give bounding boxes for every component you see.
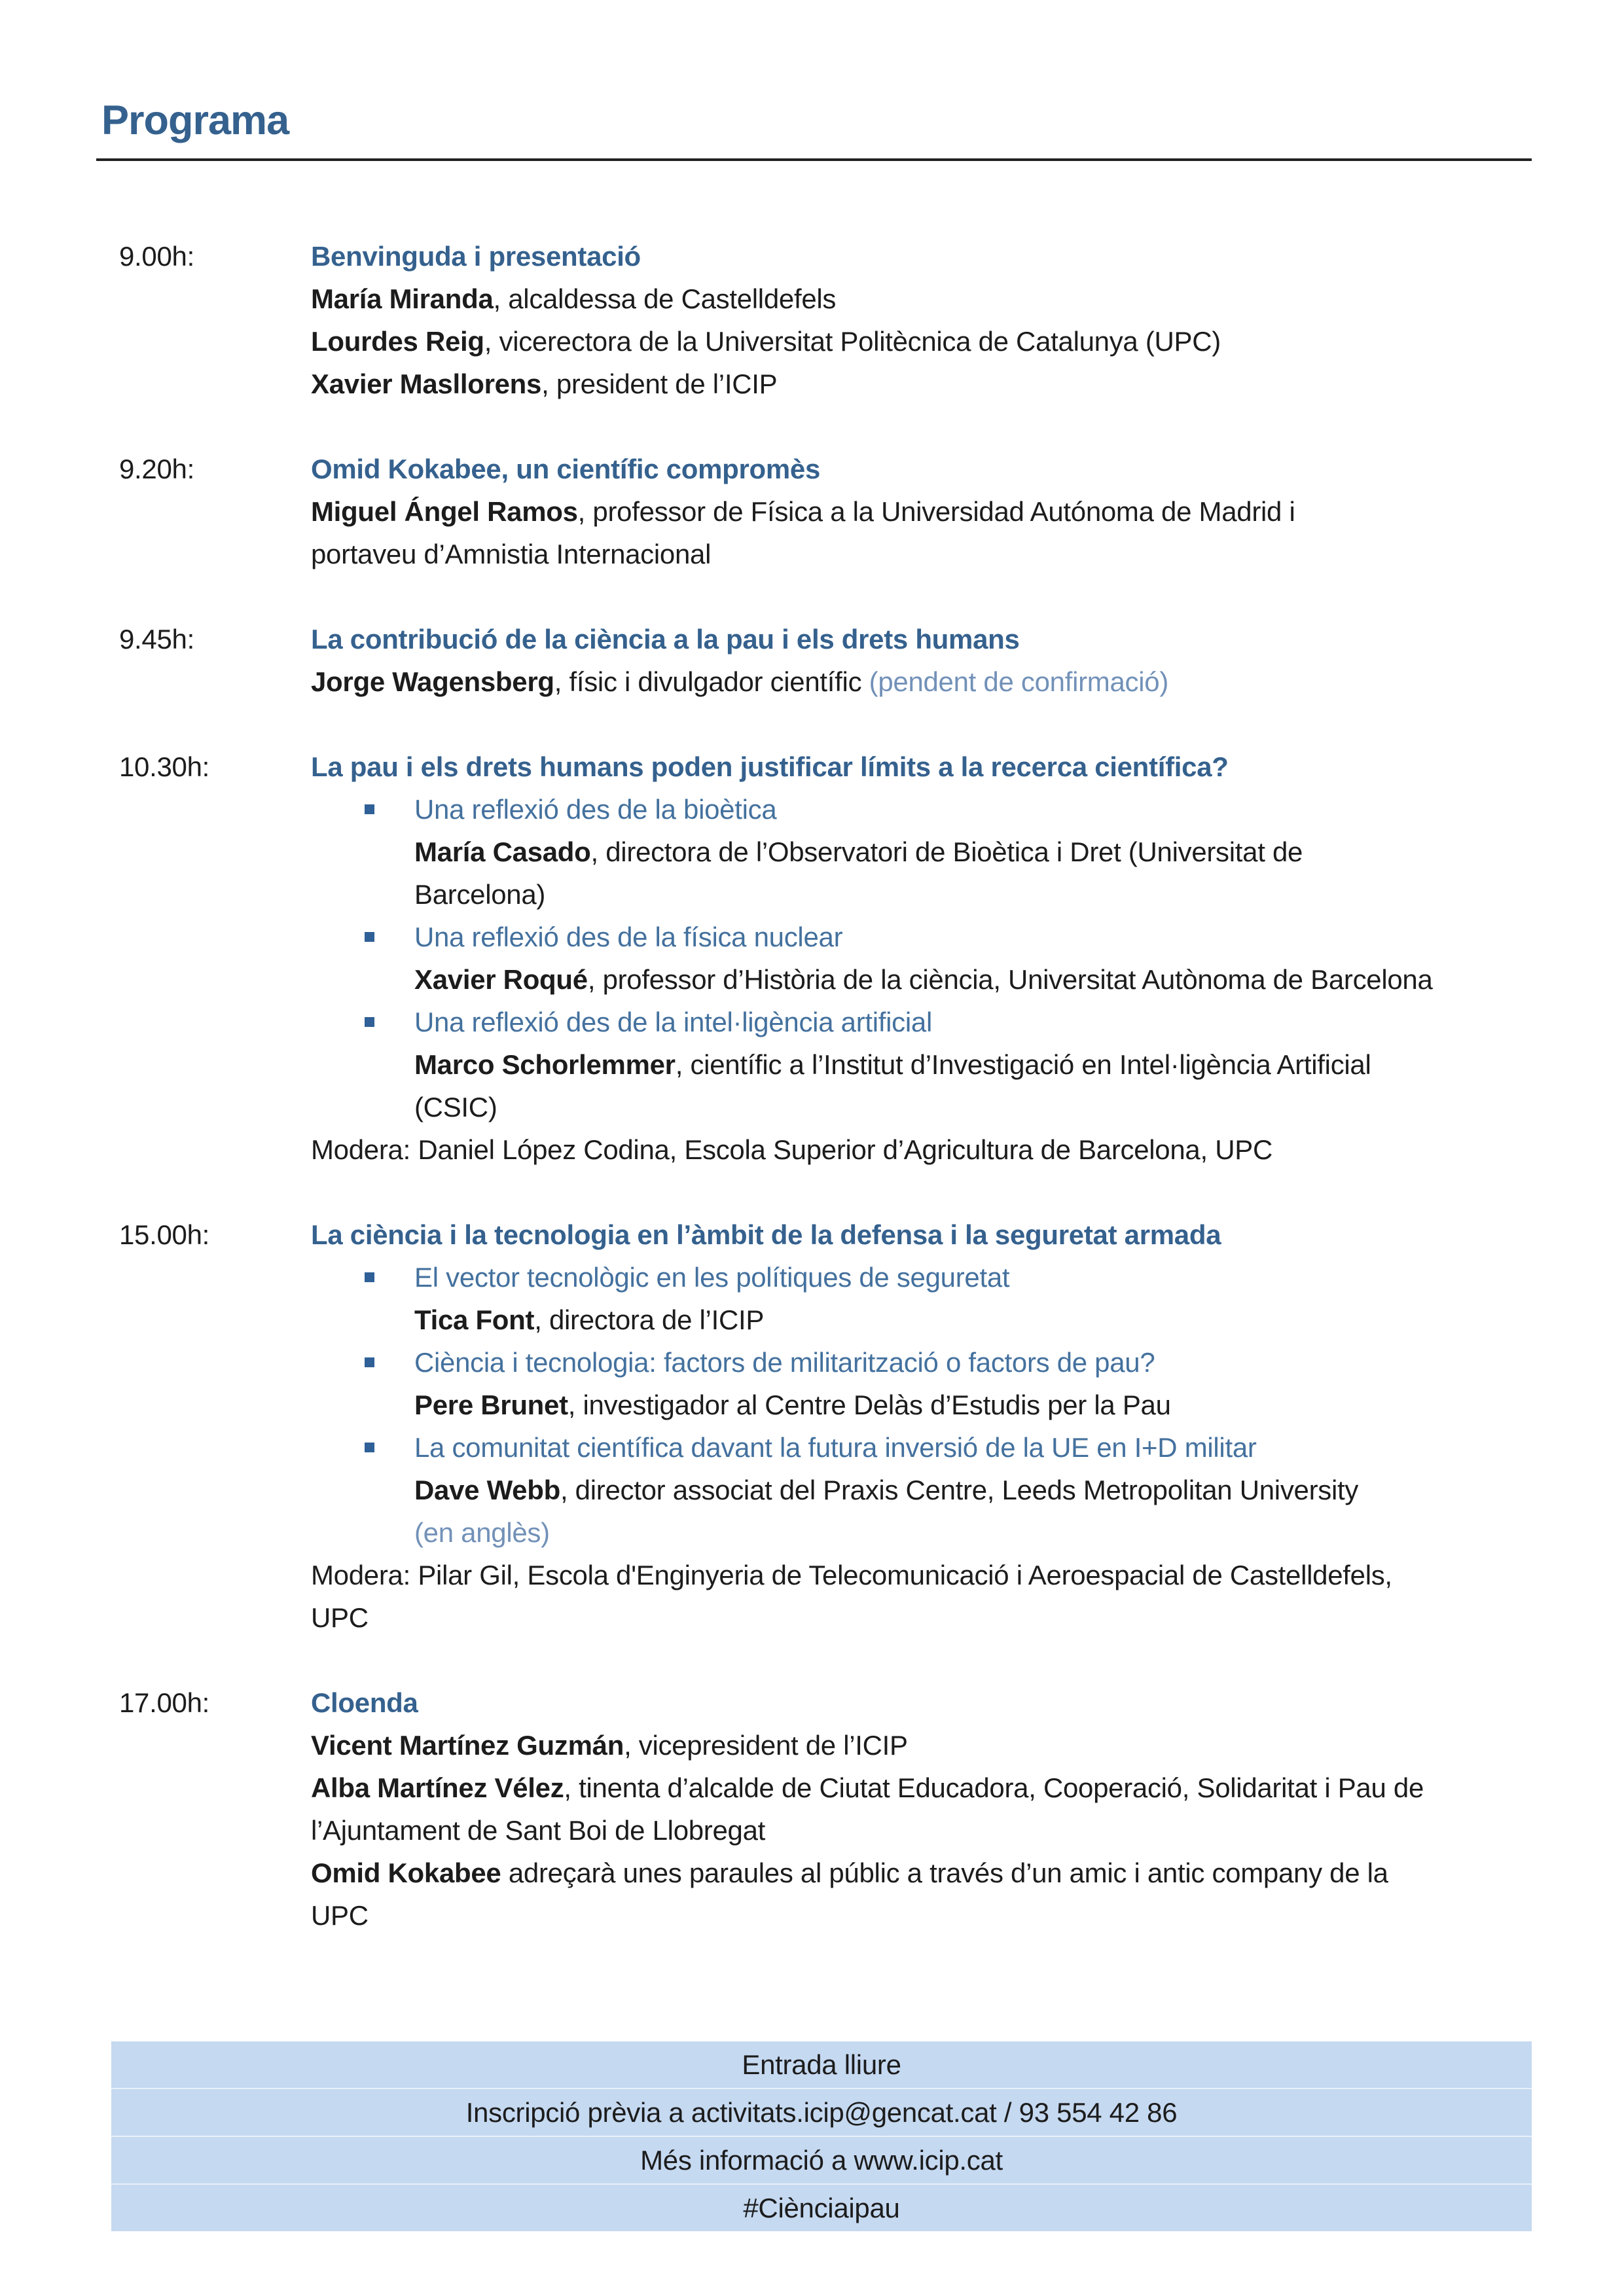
- bullet-square-icon: [365, 1017, 374, 1027]
- session-title: La contribució de la ciència a la pau i els drets humans: [311, 624, 1020, 655]
- session-1700: [119, 1681, 1624, 1937]
- speaker-role: , investigador al Centre Delàs d’Estudis per la Pau: [568, 1390, 1171, 1420]
- bullet-square-icon: [365, 932, 374, 942]
- session-content: [311, 1681, 1532, 1937]
- session-945: [119, 618, 1624, 703]
- speaker-name: Tica Font: [414, 1304, 535, 1335]
- page-title: Programa: [101, 98, 289, 143]
- bullet-item: [365, 1341, 1532, 1384]
- session-time: 9.00h:: [119, 241, 194, 272]
- session-1500: [119, 1213, 1624, 1639]
- page-header: [101, 0, 1624, 144]
- continuation-line: UPC: [311, 1602, 369, 1633]
- session-920: [119, 448, 1624, 575]
- bullet-square-icon: [365, 1272, 374, 1282]
- session-content: [311, 235, 1532, 405]
- speaker-line: [414, 1299, 1532, 1341]
- speaker-name: María Casado: [414, 836, 591, 867]
- speaker-line: [311, 278, 1532, 320]
- bullet-square-icon: [365, 804, 374, 814]
- session-content: [311, 448, 1532, 575]
- session-title: Cloenda: [311, 1687, 418, 1718]
- bullet-text: Una reflexió des de la bioètica: [414, 794, 777, 825]
- session-1030: [119, 745, 1624, 1171]
- session-900: [119, 235, 1624, 405]
- session-content: [311, 618, 1532, 703]
- session-time: 15.00h:: [119, 1219, 210, 1250]
- speaker-line: [311, 1767, 1532, 1809]
- speaker-line: [414, 1043, 1532, 1086]
- speaker-line: [414, 1469, 1532, 1511]
- continuation-line: UPC: [311, 1900, 369, 1931]
- bullet-text: Una reflexió des de la intel·ligència artificial: [414, 1007, 933, 1037]
- moderator-line: Modera: Pilar Gil, Escola d'Enginyeria de Telecomunicació i Aeroespacial de Castelldefels,: [311, 1560, 1392, 1590]
- speaker-name: Miguel Ángel Ramos: [311, 496, 578, 527]
- speaker-role: , professor de Física a la Universidad Autónoma de Madrid i: [577, 496, 1295, 527]
- speaker-line: [311, 363, 1532, 405]
- speaker-role: , alcaldessa de Castelldefels: [493, 283, 837, 314]
- speaker-role: , físic i divulgador científic: [554, 666, 869, 697]
- speaker-role: , president de l’ICIP: [541, 368, 778, 399]
- session-title: La pau i els drets humans poden justificar límits a la recerca científica?: [311, 751, 1229, 782]
- speaker-role: , tinenta d’alcalde de Ciutat Educadora, Cooperació, Solidaritat i Pau de: [564, 1772, 1424, 1803]
- bullet-square-icon: [365, 1443, 374, 1452]
- info-box: [111, 2041, 1532, 2231]
- session-time: 17.00h:: [119, 1687, 210, 1718]
- program-schedule: [0, 235, 1624, 1937]
- continuation-line: Barcelona): [414, 879, 546, 910]
- speaker-line: [414, 958, 1532, 1001]
- more-info-row: Més informació a www.icip.cat: [111, 2136, 1532, 2183]
- speaker-name: Omid Kokabee: [311, 1857, 501, 1888]
- bullet-item: [365, 1426, 1532, 1469]
- speaker-role: adreçarà unes paraules al públic a través d’un amic i antic company de la: [501, 1857, 1388, 1888]
- bullet-square-icon: [365, 1357, 374, 1367]
- bullet-text: La comunitat científica davant la futura inversió de la UE en I+D militar: [414, 1432, 1257, 1463]
- hashtag-row: #Ciènciaipau: [111, 2183, 1532, 2231]
- continuation-line: l’Ajuntament de Sant Boi de Llobregat: [311, 1815, 766, 1846]
- session-title: Omid Kokabee, un científic compromès: [311, 454, 821, 484]
- speaker-name: Vicent Martínez Guzmán: [311, 1730, 624, 1761]
- speaker-line: [311, 1852, 1532, 1894]
- bullet-item: [365, 788, 1532, 831]
- speaker-role: , vicerectora de la Universitat Politècnica de Catalunya (UPC): [484, 326, 1221, 357]
- speaker-role: , vicepresident de l’ICIP: [624, 1730, 908, 1761]
- speaker-line: [311, 490, 1532, 533]
- speaker-line: [414, 831, 1532, 873]
- session-time: 9.45h:: [119, 624, 194, 655]
- speaker-role: , directora de l’ICIP: [534, 1304, 765, 1335]
- speaker-name: Pere Brunet: [414, 1390, 568, 1420]
- confirmation-note: (pendent de confirmació): [869, 666, 1169, 697]
- bullet-text: Una reflexió des de la física nuclear: [414, 922, 843, 952]
- speaker-name: María Miranda: [311, 283, 494, 314]
- speaker-name: Lourdes Reig: [311, 326, 484, 357]
- session-content: [311, 745, 1532, 1171]
- speaker-role: , director associat del Praxis Centre, Leeds Metropolitan University: [560, 1475, 1359, 1505]
- bullet-item: [365, 1001, 1532, 1043]
- speaker-name: Xavier Roqué: [414, 964, 588, 995]
- speaker-line: [414, 1384, 1532, 1426]
- speaker-line: [311, 1724, 1532, 1767]
- speaker-name: Jorge Wagensberg: [311, 666, 554, 697]
- title-rule: [96, 158, 1532, 161]
- speaker-name: Alba Martínez Vélez: [311, 1772, 564, 1803]
- bullet-text: El vector tecnològic en les polítiques de seguretat: [414, 1262, 1010, 1293]
- speaker-line: [311, 320, 1532, 363]
- speaker-line: [311, 660, 1532, 703]
- continuation-line: portaveu d’Amnistia Internacional: [311, 539, 712, 569]
- moderator-line: Modera: Daniel López Codina, Escola Superior d’Agricultura de Barcelona, UPC: [311, 1134, 1273, 1165]
- speaker-role: , professor d’Història de la ciència, Universitat Autònoma de Barcelona: [587, 964, 1433, 995]
- speaker-name: Marco Schorlemmer: [414, 1049, 676, 1080]
- language-note: (en anglès): [414, 1517, 550, 1548]
- session-content: [311, 1213, 1532, 1639]
- speaker-name: Xavier Masllorens: [311, 368, 542, 399]
- bullet-item: [365, 916, 1532, 958]
- bullet-item: [365, 1256, 1532, 1299]
- speaker-role: , científic a l’Institut d’Investigació en Intel·ligència Artificial: [675, 1049, 1371, 1080]
- speaker-role: , directora de l’Observatori de Bioètica i Dret (Universitat de: [590, 836, 1303, 867]
- speaker-name: Dave Webb: [414, 1475, 560, 1505]
- registration-row: Inscripció prèvia a activitats.icip@gencat.cat / 93 554 42 86: [111, 2088, 1532, 2136]
- session-time: 9.20h:: [119, 454, 194, 484]
- session-time: 10.30h:: [119, 751, 210, 782]
- free-entry-row: Entrada lliure: [742, 2049, 901, 2080]
- session-title: Benvinguda i presentació: [311, 241, 641, 272]
- session-title: La ciència i la tecnologia en l’àmbit de la defensa i la seguretat armada: [311, 1219, 1221, 1250]
- continuation-line: (CSIC): [414, 1092, 497, 1122]
- bullet-text: Ciència i tecnologia: factors de militarització o factors de pau?: [414, 1347, 1155, 1378]
